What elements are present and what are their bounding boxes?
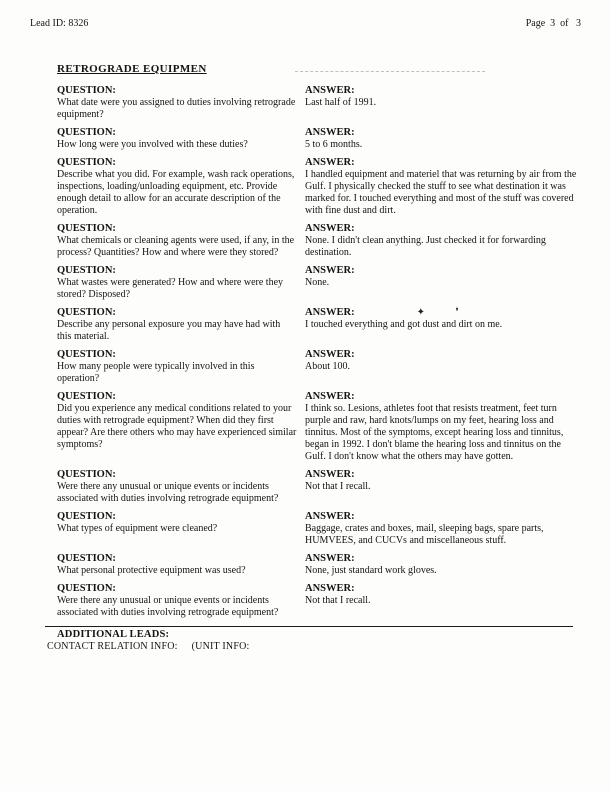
question-text: Were there any unusual or unique events or incidents associated with duties involving retrograde equipment?	[57, 595, 279, 618]
answer-label-row	[305, 84, 581, 97]
qa-list	[57, 84, 581, 619]
question-label: QUESTION:	[57, 223, 116, 234]
question-label: QUESTION:	[57, 85, 116, 96]
answer-label: ANSWER:	[305, 157, 355, 168]
answer-label: ANSWER:	[305, 307, 355, 318]
question-text: What types of equipment were cleaned?	[57, 523, 218, 534]
answer-label: ANSWER:	[305, 85, 355, 96]
answer-text: None.	[305, 277, 330, 288]
scan-artifact-line	[295, 71, 485, 72]
answer-label-row	[305, 156, 581, 169]
qa-pair	[57, 390, 581, 463]
qa-pair	[57, 468, 581, 505]
answer-text: None, just standard work gloves.	[305, 565, 437, 576]
question-label: QUESTION:	[57, 511, 116, 522]
qa-pair	[57, 510, 581, 547]
question-text: What date were you assigned to duties involving retrograde equipment?	[57, 97, 296, 120]
answer-text: Not that I recall.	[305, 481, 371, 492]
question-block	[57, 348, 297, 385]
question-block	[57, 510, 297, 547]
answer-block	[305, 468, 581, 505]
answer-text: 5 to 6 months.	[305, 139, 363, 150]
answer-label-row	[305, 348, 581, 361]
question-block	[57, 222, 297, 259]
answer-label: ANSWER:	[305, 553, 355, 564]
question-block	[57, 264, 297, 301]
additional-leads-label: ADDITIONAL LEADS:	[57, 629, 170, 640]
answer-block	[305, 156, 581, 217]
answer-block	[305, 510, 581, 547]
section-title-row	[57, 63, 581, 75]
question-text: What wastes were generated? How and where were they stored? Disposed?	[57, 277, 284, 300]
question-block	[57, 126, 297, 151]
answer-label-row	[305, 306, 581, 319]
page-number: Page 3 of 3	[525, 18, 581, 29]
answer-block	[305, 552, 581, 577]
answer-text: I touched everything and got dust and dirt on me.	[305, 319, 503, 330]
answer-label: ANSWER:	[305, 391, 355, 402]
qa-pair	[57, 552, 581, 577]
question-label: QUESTION:	[57, 265, 116, 276]
qa-pair	[57, 126, 581, 151]
unit-info-label: (UNIT INFO:	[191, 641, 250, 652]
question-label: QUESTION:	[57, 553, 116, 564]
question-text: What personal protective equipment was used?	[57, 565, 246, 576]
answer-block	[305, 306, 581, 343]
doc-header	[30, 18, 581, 29]
qa-pair	[57, 264, 581, 301]
question-text: How many people were typically involved in this operation?	[57, 361, 255, 384]
answer-block	[305, 390, 581, 463]
answer-label-row	[305, 390, 581, 403]
question-block	[57, 582, 297, 619]
question-block	[57, 84, 297, 121]
question-text: Describe what you did. For example, wash rack operations, inspections, loading/unloading equipment, etc. Provide enough detail to allow for an accurate description of the operation.	[57, 169, 295, 216]
answer-label-row	[305, 552, 581, 565]
section-title: RETROGRADE EQUIPMEN	[57, 63, 207, 75]
answer-text: None. I didn't clean anything. Just checked it for forwarding destination.	[305, 235, 546, 258]
question-label: QUESTION:	[57, 307, 116, 318]
question-block	[57, 306, 297, 343]
question-block	[57, 390, 297, 463]
question-block	[57, 468, 297, 505]
answer-text: I think so. Lesions, athletes foot that resists treatment, feet turn purple and raw, hard knots/lumps on my feet, hearing loss and tinnitus. Most of the symptoms, except hearing loss and tinnitus, began in 1992. I don't blame the hearing loss and tinnitus on the Gulf. I don't know what the others may have gotten.	[305, 403, 564, 462]
answer-block	[305, 264, 581, 301]
qa-pair	[57, 582, 581, 619]
footer-info-row	[47, 641, 581, 652]
answer-label-row	[305, 510, 581, 523]
answer-text: Last half of 1991.	[305, 97, 377, 108]
answer-block	[305, 348, 581, 385]
question-text: Were there any unusual or unique events or incidents associated with duties involving retrograde equipment?	[57, 481, 279, 504]
answer-label: ANSWER:	[305, 349, 355, 360]
qa-pair	[57, 156, 581, 217]
answer-text: About 100.	[305, 361, 350, 372]
qa-pair	[57, 306, 581, 343]
question-text: Describe any personal exposure you may have had with this material.	[57, 319, 281, 342]
question-label: QUESTION:	[57, 391, 116, 402]
qa-pair	[57, 84, 581, 121]
answer-block	[305, 582, 581, 619]
qa-section	[57, 63, 581, 619]
question-block	[57, 552, 297, 577]
answer-block	[305, 84, 581, 121]
question-label: QUESTION:	[57, 583, 116, 594]
answer-label-row	[305, 126, 581, 139]
answer-label: ANSWER:	[305, 127, 355, 138]
answer-label: ANSWER:	[305, 583, 355, 594]
question-block	[57, 156, 297, 217]
answer-text: Baggage, crates and boxes, mail, sleeping bags, spare parts, HUMVEES, and CUCVs and miscellaneous stuff.	[305, 523, 544, 546]
answer-text: Not that I recall.	[305, 595, 371, 606]
answer-label-row	[305, 264, 581, 277]
question-label: QUESTION:	[57, 349, 116, 360]
footer-divider	[45, 626, 573, 627]
qa-pair	[57, 222, 581, 259]
pen-mark: ✦ ❜	[416, 307, 473, 318]
answer-label: ANSWER:	[305, 469, 355, 480]
answer-text: I handled equipment and materiel that was returning by air from the Gulf. I physically checked the stuff to see what destination it was marked for. I touched everything and most of the stuff was covered with fine dust and dirt.	[305, 169, 577, 216]
answer-label: ANSWER:	[305, 223, 355, 234]
question-label: QUESTION:	[57, 157, 116, 168]
question-label: QUESTION:	[57, 469, 116, 480]
question-text: How long were you involved with these duties?	[57, 139, 248, 150]
answer-label: ANSWER:	[305, 511, 355, 522]
qa-pair	[57, 348, 581, 385]
contact-relation-label: CONTACT RELATION INFO:	[47, 641, 178, 652]
answer-label: ANSWER:	[305, 265, 355, 276]
lead-id: Lead ID: 8326	[30, 18, 89, 29]
question-text: What chemicals or cleaning agents were used, if any, in the process? Quantities? How and where were they stored?	[57, 235, 295, 258]
question-label: QUESTION:	[57, 127, 116, 138]
answer-label-row	[305, 582, 581, 595]
answer-label-row	[305, 222, 581, 235]
answer-block	[305, 222, 581, 259]
answer-label-row	[305, 468, 581, 481]
answer-block	[305, 126, 581, 151]
question-text: Did you experience any medical conditions related to your duties with retrograde equipment? When did they first appear? Are there others who may have experienced similar symptoms?	[57, 403, 297, 450]
